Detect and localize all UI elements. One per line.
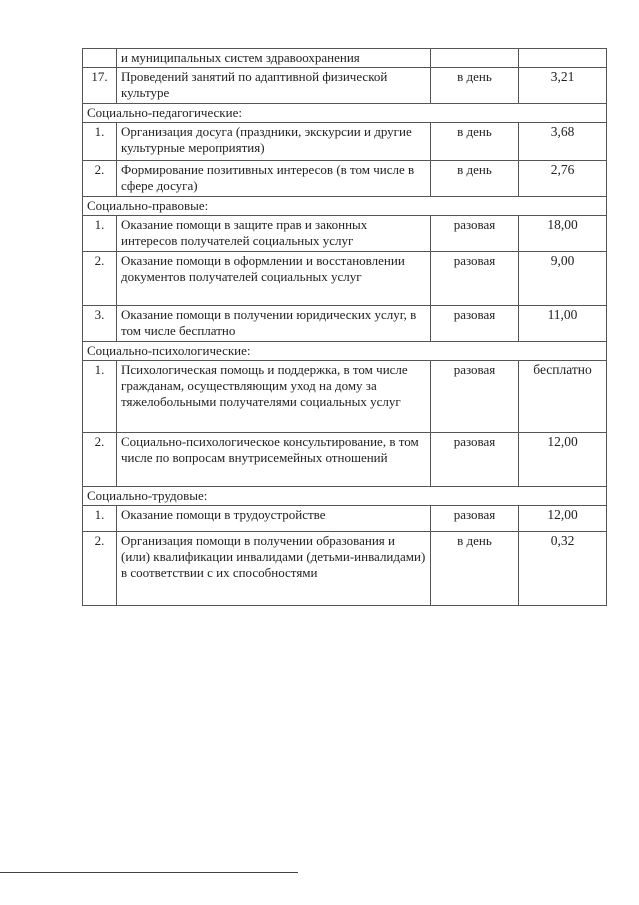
row-number: 2.	[83, 252, 117, 306]
table-row	[83, 506, 607, 532]
price-cell: 3,68	[519, 123, 607, 161]
price-cell: 0,32	[519, 532, 607, 606]
price-cell: 18,00	[519, 216, 607, 252]
price-cell: 9,00	[519, 252, 607, 306]
table-row	[83, 252, 607, 306]
service-name: Оказание помощи в оформлении и восстановлении документов получателей социальных услуг	[117, 252, 431, 306]
price-cell: бесплатно	[519, 361, 607, 433]
tariff-table	[82, 48, 607, 606]
row-number: 3.	[83, 306, 117, 342]
section-title: Социально-психологические:	[83, 342, 607, 361]
price-cell	[519, 49, 607, 68]
section-title: Социально-правовые:	[83, 197, 607, 216]
table-row	[83, 161, 607, 197]
table-row	[83, 123, 607, 161]
row-number: 17.	[83, 68, 117, 104]
unit-cell: в день	[431, 123, 519, 161]
row-number: 1.	[83, 216, 117, 252]
section-title: Социально-трудовые:	[83, 487, 607, 506]
row-number: 2.	[83, 161, 117, 197]
table-row	[83, 68, 607, 104]
price-cell: 3,21	[519, 68, 607, 104]
unit-cell	[431, 49, 519, 68]
unit-cell: в день	[431, 161, 519, 197]
row-number: 2.	[83, 532, 117, 606]
price-cell: 12,00	[519, 506, 607, 532]
table-row	[83, 49, 607, 68]
table-row	[83, 433, 607, 487]
section-row	[83, 104, 607, 123]
service-name: Организация помощи в получении образования и (или) квалификации инвалидами (детьми-инвалидами) в соответствии с их способностями	[117, 532, 431, 606]
unit-cell: в день	[431, 68, 519, 104]
service-name: Оказание помощи в трудоустройстве	[117, 506, 431, 532]
row-number: 1.	[83, 123, 117, 161]
table-row	[83, 216, 607, 252]
row-number: 1.	[83, 506, 117, 532]
price-cell: 2,76	[519, 161, 607, 197]
table-row	[83, 306, 607, 342]
service-name: Социально-психологическое консультирование, в том числе по вопросам внутрисемейных отношений	[117, 433, 431, 487]
service-name: Формирование позитивных интересов (в том числе в сфере досуга)	[117, 161, 431, 197]
table-row	[83, 361, 607, 433]
row-number: 1.	[83, 361, 117, 433]
service-name: Психологическая помощь и поддержка, в том числе гражданам, осуществляющим уход на дому за тяжелобольными получателями социальных услуг	[117, 361, 431, 433]
unit-cell: разовая	[431, 306, 519, 342]
unit-cell: разовая	[431, 361, 519, 433]
section-row	[83, 487, 607, 506]
table-row	[83, 532, 607, 606]
section-row	[83, 197, 607, 216]
unit-cell: в день	[431, 532, 519, 606]
service-name: Оказание помощи в получении юридических услуг, в том числе бесплатно	[117, 306, 431, 342]
unit-cell: разовая	[431, 506, 519, 532]
unit-cell: разовая	[431, 252, 519, 306]
service-name: Организация досуга (праздники, экскурсии и другие культурные мероприятия)	[117, 123, 431, 161]
section-row	[83, 342, 607, 361]
service-name: Проведений занятий по адаптивной физической культуре	[117, 68, 431, 104]
unit-cell: разовая	[431, 433, 519, 487]
row-number: 2.	[83, 433, 117, 487]
section-title: Социально-педагогические:	[83, 104, 607, 123]
price-cell: 12,00	[519, 433, 607, 487]
row-number	[83, 49, 117, 68]
service-name: и муниципальных систем здравоохранения	[117, 49, 431, 68]
price-cell: 11,00	[519, 306, 607, 342]
unit-cell: разовая	[431, 216, 519, 252]
footer-divider	[0, 872, 298, 873]
service-name: Оказание помощи в защите прав и законных интересов получателей социальных услуг	[117, 216, 431, 252]
